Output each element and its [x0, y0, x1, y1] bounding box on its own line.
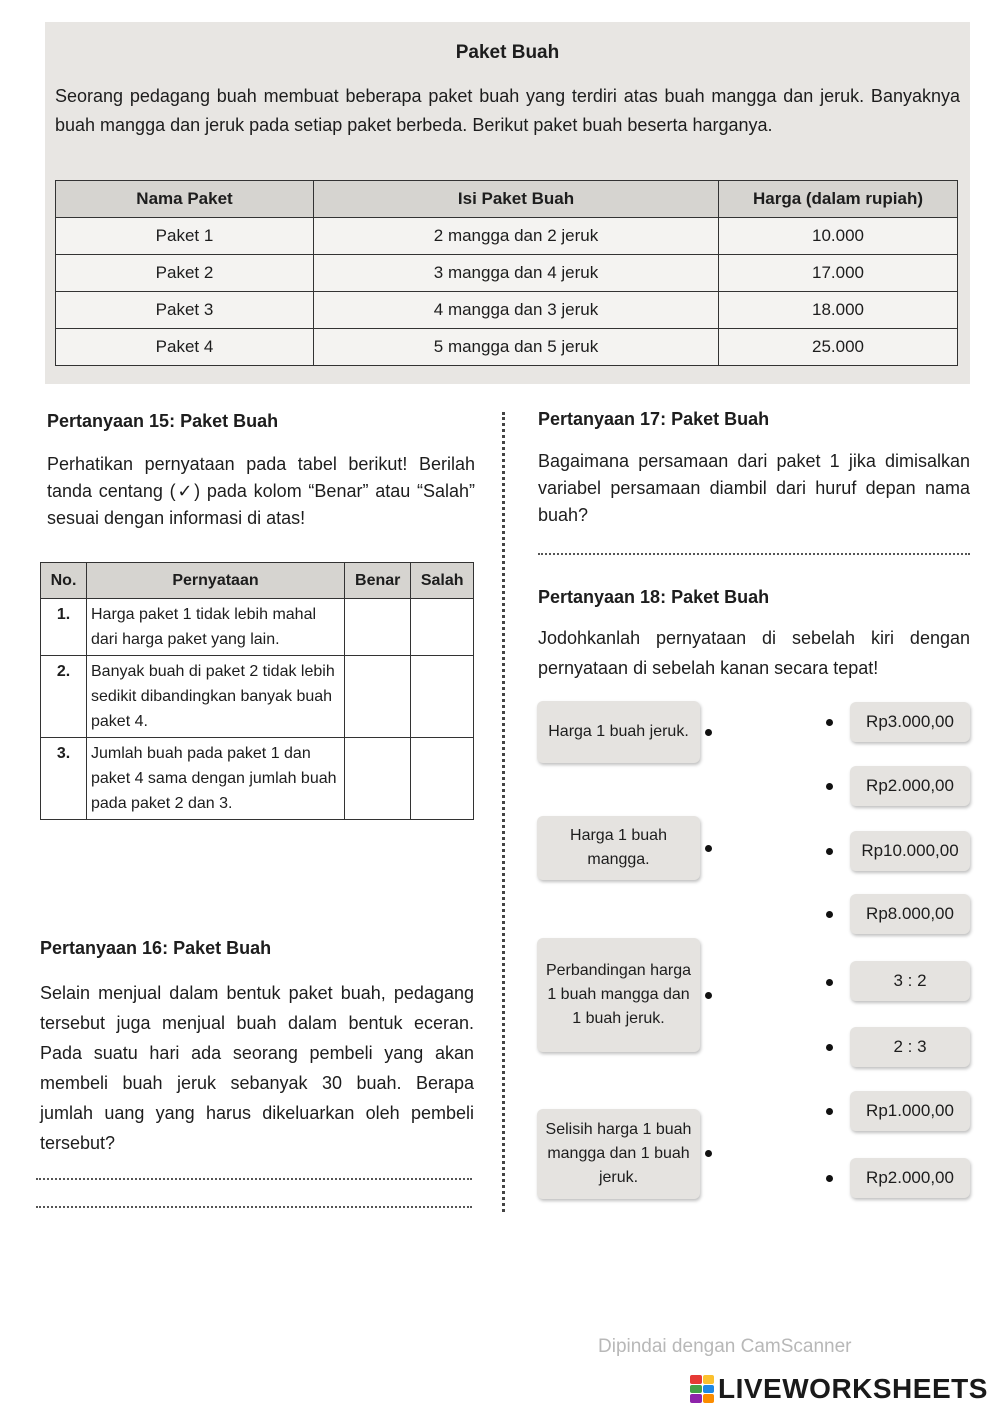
benar-checkbox-cell[interactable] [345, 656, 411, 738]
package-price: 17.000 [719, 255, 958, 292]
brand-logo[interactable] [690, 1373, 988, 1405]
match-left-item[interactable]: Harga 1 buah jeruk. [537, 701, 700, 763]
match-right-item[interactable]: 3 : 2 [850, 961, 970, 1001]
package-contents: 2 mangga dan 2 jeruk [314, 218, 719, 255]
col-header: No. [41, 563, 87, 599]
match-right-item[interactable]: 2 : 3 [850, 1027, 970, 1067]
liveworksheets-icon [690, 1375, 714, 1403]
package-name: Paket 4 [56, 329, 314, 366]
match-right-item[interactable]: Rp10.000,00 [850, 831, 970, 871]
statement-table [40, 562, 474, 820]
intro-text: Seorang pedagang buah membuat beberapa paket buah yang terdiri atas buah mangga dan jeruk. Banyaknya buah mangga dan jeruk pada setiap paket berbeda. Berikut paket buah beserta harganya. [55, 86, 960, 135]
statement-text: Jumlah buah pada paket 1 dan paket 4 sama dengan jumlah buah pada paket 2 dan 3. [87, 738, 345, 820]
benar-checkbox-cell[interactable] [345, 738, 411, 820]
package-price: 25.000 [719, 329, 958, 366]
q18-title: Pertanyaan 18: Paket Buah [538, 587, 770, 607]
col-header: Harga (dalam rupiah) [719, 181, 958, 218]
table-row [56, 329, 958, 366]
package-contents: 3 mangga dan 4 jeruk [314, 255, 719, 292]
table-row [41, 738, 474, 820]
match-right-dot[interactable] [826, 1175, 833, 1182]
table-row [56, 255, 958, 292]
column-divider [502, 412, 505, 1212]
match-right-dot[interactable] [826, 848, 833, 855]
package-price: 18.000 [719, 292, 958, 329]
match-right-dot[interactable] [826, 719, 833, 726]
statement-text: Harga paket 1 tidak lebih mahal dari harga paket yang lain. [87, 599, 345, 656]
match-left-dot[interactable] [705, 729, 712, 736]
brand-name: LIVEWORKSHEETS [718, 1373, 988, 1404]
q16-answer-line-2[interactable] [36, 1206, 472, 1208]
col-header: Isi Paket Buah [314, 181, 719, 218]
match-right-dot[interactable] [826, 1108, 833, 1115]
match-right-item[interactable]: Rp8.000,00 [850, 894, 970, 934]
table-row [56, 292, 958, 329]
statement-number: 1. [41, 599, 87, 656]
table-row [56, 218, 958, 255]
match-right-item[interactable]: Rp2.000,00 [850, 1158, 970, 1198]
col-header: Nama Paket [56, 181, 314, 218]
match-right-dot[interactable] [826, 911, 833, 918]
benar-checkbox-cell[interactable] [345, 599, 411, 656]
match-left-item[interactable]: Perbandingan harga 1 buah mangga dan 1 buah jeruk. [537, 938, 700, 1052]
match-right-item[interactable]: Rp3.000,00 [850, 702, 970, 742]
q16-text: Selain menjual dalam bentuk paket buah, pedagang tersebut juga menjual buah dalam bentuk eceran. Pada suatu hari ada seorang pembeli yang akan membeli buah jeruk sebanyak 30 buah. Berapa jumlah uang yang harus dikeluarkan oleh pembeli tersebut? [40, 983, 474, 1153]
salah-checkbox-cell[interactable] [411, 738, 474, 820]
salah-checkbox-cell[interactable] [411, 599, 474, 656]
q16-answer-line-1[interactable] [36, 1178, 472, 1180]
col-header: Benar [345, 563, 411, 599]
q16-title: Pertanyaan 16: Paket Buah [40, 938, 272, 958]
package-name: Paket 2 [56, 255, 314, 292]
q18-text: Jodohkanlah pernyataan di sebelah kiri dengan pernyataan di sebelah kanan secara tepat! [538, 628, 970, 678]
statement-text: Banyak buah di paket 2 tidak lebih sedikit dibandingkan banyak buah paket 4. [87, 656, 345, 738]
q17-text: Bagaimana persamaan dari paket 1 jika dimisalkan variabel persamaan diambil dari huruf depan nama buah? [538, 451, 970, 525]
match-right-item[interactable]: Rp2.000,00 [850, 766, 970, 806]
page-title: Paket Buah [455, 42, 560, 63]
salah-checkbox-cell[interactable] [411, 656, 474, 738]
match-right-dot[interactable] [826, 783, 833, 790]
col-header: Pernyataan [87, 563, 345, 599]
statement-number: 3. [41, 738, 87, 820]
scanner-watermark: Dipindai dengan CamScanner [598, 1336, 852, 1357]
match-left-dot[interactable] [705, 992, 712, 999]
match-right-dot[interactable] [826, 1044, 833, 1051]
q17-title: Pertanyaan 17: Paket Buah [538, 409, 770, 429]
package-contents: 5 mangga dan 5 jeruk [314, 329, 719, 366]
package-name: Paket 3 [56, 292, 314, 329]
match-left-item[interactable]: Harga 1 buah mangga. [537, 816, 700, 880]
q15-title: Pertanyaan 15: Paket Buah [47, 411, 279, 431]
table-row [41, 599, 474, 656]
match-right-item[interactable]: Rp1.000,00 [850, 1091, 970, 1131]
package-name: Paket 1 [56, 218, 314, 255]
table-row [41, 656, 474, 738]
package-price: 10.000 [719, 218, 958, 255]
q17-answer-line[interactable] [538, 553, 970, 555]
match-left-dot[interactable] [705, 1150, 712, 1157]
match-right-dot[interactable] [826, 979, 833, 986]
q15-text: Perhatikan pernyataan pada tabel berikut! Berilah tanda centang (✓) pada kolom “Benar” atau “Salah” sesuai dengan informasi di atas! [47, 454, 475, 528]
match-left-item[interactable]: Selisih harga 1 buah mangga dan 1 buah jeruk. [537, 1109, 700, 1199]
col-header: Salah [411, 563, 474, 599]
match-left-dot[interactable] [705, 845, 712, 852]
statement-number: 2. [41, 656, 87, 738]
package-table [55, 180, 958, 366]
package-contents: 4 mangga dan 3 jeruk [314, 292, 719, 329]
